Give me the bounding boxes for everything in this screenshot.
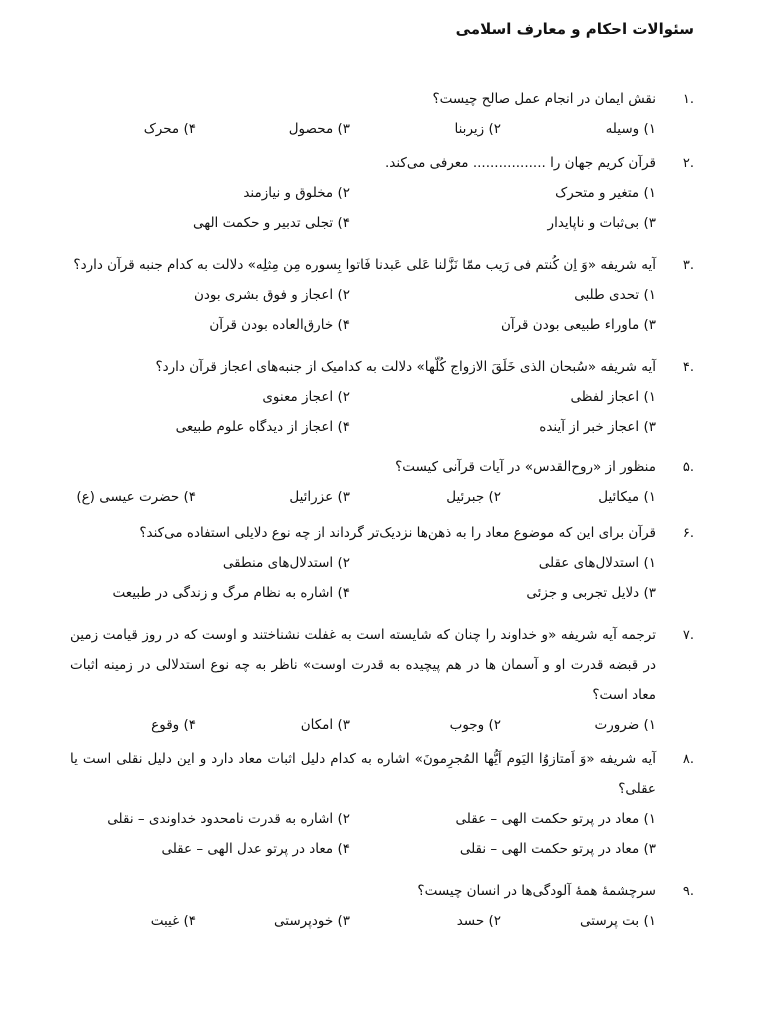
option-2: ۲) اعجاز معنوی — [262, 389, 350, 405]
option-3: ۳) عزرائیل — [289, 489, 350, 505]
option-2: ۲) اشاره به قدرت نامحدود خداوندی – نقلی — [107, 811, 350, 827]
option-2: ۲) مخلوق و نیازمند — [243, 185, 350, 201]
option-2: ۲) استدلال‌های منطقی — [222, 555, 350, 571]
options — [70, 114, 656, 144]
question-4 — [70, 352, 694, 442]
option-4: ۴) اشاره به نظام مرگ و زندگی در طبیعت — [112, 585, 350, 601]
question-1 — [70, 84, 694, 144]
question-number: .۶ — [682, 526, 694, 541]
option-1: ۱) وسیله — [605, 121, 656, 137]
option-2: ۲) زیربنا — [454, 121, 501, 137]
question-text: نقش ایمان در انجام عمل صالح چیست؟ — [432, 91, 656, 107]
option-3: ۳) بی‌ثبات و ناپایدار — [547, 215, 656, 231]
options — [70, 382, 656, 442]
option-2: ۲) وجوب — [449, 717, 501, 733]
option-4: ۴) اعجاز از دیدگاه علوم طبیعی — [175, 419, 350, 435]
question-text: سرچشمهٔ همهٔ آلودگی‌ها در انسان چیست؟ — [417, 883, 656, 899]
question-3 — [70, 250, 694, 340]
question-number: .۲ — [682, 156, 694, 171]
options — [70, 804, 656, 864]
question-text: قرآن برای این که موضوع معاد را به ذهن‌ها نزدیک‌تر گرداند از چه نوع دلایلی استفاده می‌کند؟ — [139, 525, 656, 541]
option-1: ۱) بت پرستی — [580, 913, 656, 929]
question-number: .۹ — [682, 884, 694, 899]
option-1: ۱) تحدی طلبی — [574, 287, 656, 303]
question-number: .۳ — [682, 258, 694, 273]
question-6 — [70, 518, 694, 608]
option-4: ۴) غیبت — [150, 913, 196, 929]
option-3: ۳) امکان — [300, 717, 350, 733]
question-8 — [70, 744, 694, 864]
option-4: ۴) معاد در پرتو عدل الهی – عقلی — [161, 841, 350, 857]
question-7 — [70, 620, 694, 740]
option-3: ۳) اعجاز خبر از آینده — [539, 419, 656, 435]
question-text: آیه شریفه «وَ اَمتازوُا الیَوم اَیُّها المُجرِمونَ» اشاره به کدام دلیل اثبات معاد دارد و این دلیل نقلی است یا عقلی؟ — [70, 751, 656, 797]
option-1: ۱) میکائیل — [598, 489, 656, 505]
option-1: ۱) استدلال‌های عقلی — [538, 555, 656, 571]
question-text: قرآن کریم جهان را ................. معرفی می‌کند. — [384, 155, 656, 171]
option-2: ۲) حسد — [456, 913, 501, 929]
option-3: ۳) ماوراء طبیعی بودن قرآن — [500, 317, 656, 333]
option-3: ۳) محصول — [288, 121, 350, 137]
question-2 — [70, 148, 694, 238]
options — [70, 710, 656, 740]
option-1: ۱) ضرورت — [594, 717, 656, 733]
options — [70, 178, 656, 238]
question-number: .۴ — [682, 360, 694, 375]
question-text: آیه شریفه «سُبحان الذی خَلَقَ الازواج کُلّها» دلالت به کدامیک از جنبه‌های اعجاز قرآن دارد؟ — [155, 359, 656, 375]
option-4: ۴) خارق‌العاده بودن قرآن — [209, 317, 350, 333]
option-3: ۳) خودپرستی — [274, 913, 350, 929]
option-4: ۴) حضرت عیسی (ع) — [76, 489, 196, 505]
option-2: ۲) جبرئیل — [446, 489, 501, 505]
option-2: ۲) اعجاز و فوق بشری بودن — [193, 287, 350, 303]
page-title: سئوالات احکام و معارف اسلامی — [455, 20, 694, 38]
question-number: .۱ — [682, 92, 694, 107]
option-3: ۳) معاد در پرتو حکمت الهی – نقلی — [459, 841, 656, 857]
option-1: ۱) متغیر و متحرک — [555, 185, 656, 201]
question-number: .۷ — [682, 628, 694, 643]
option-3: ۳) دلایل تجربی و جزئی — [526, 585, 656, 601]
question-text: آیه شریفه «وَ اِن کُنتم فی رَیب ممّا نَزَّلنا عَلی عَبدنا فَاتوا بِسوره مِن مِثلِه» دلالت به کدام جنبه قرآن دارد؟ — [73, 257, 656, 273]
question-number: .۸ — [682, 752, 694, 767]
option-4: ۴) محرک — [143, 121, 196, 137]
options — [70, 548, 656, 608]
question-text: ترجمه آیه شریفه «و خداوند را چنان که شایسته است به غفلت نشناختند و اوست که در روز قیامت زمین در قبضه قدرت او و آسمان ها در هم پیچیده به قدرت اوست» ناظر به چه نوع استدلالی در زمینه اثبات معاد است؟ — [70, 627, 656, 703]
question-text: منظور از «روح‌القدس» در آیات قرآنی کیست؟ — [395, 459, 656, 475]
question-9 — [70, 876, 694, 936]
option-1: ۱) معاد در پرتو حکمت الهی – عقلی — [455, 811, 656, 827]
options — [70, 482, 656, 512]
options — [70, 280, 656, 340]
options — [70, 906, 656, 936]
option-1: ۱) اعجاز لفظی — [570, 389, 656, 405]
question-5 — [70, 452, 694, 512]
question-number: .۵ — [682, 460, 694, 475]
option-4: ۴) وقوع — [151, 717, 196, 733]
option-4: ۴) تجلی تدبیر و حکمت الهی — [192, 215, 350, 231]
